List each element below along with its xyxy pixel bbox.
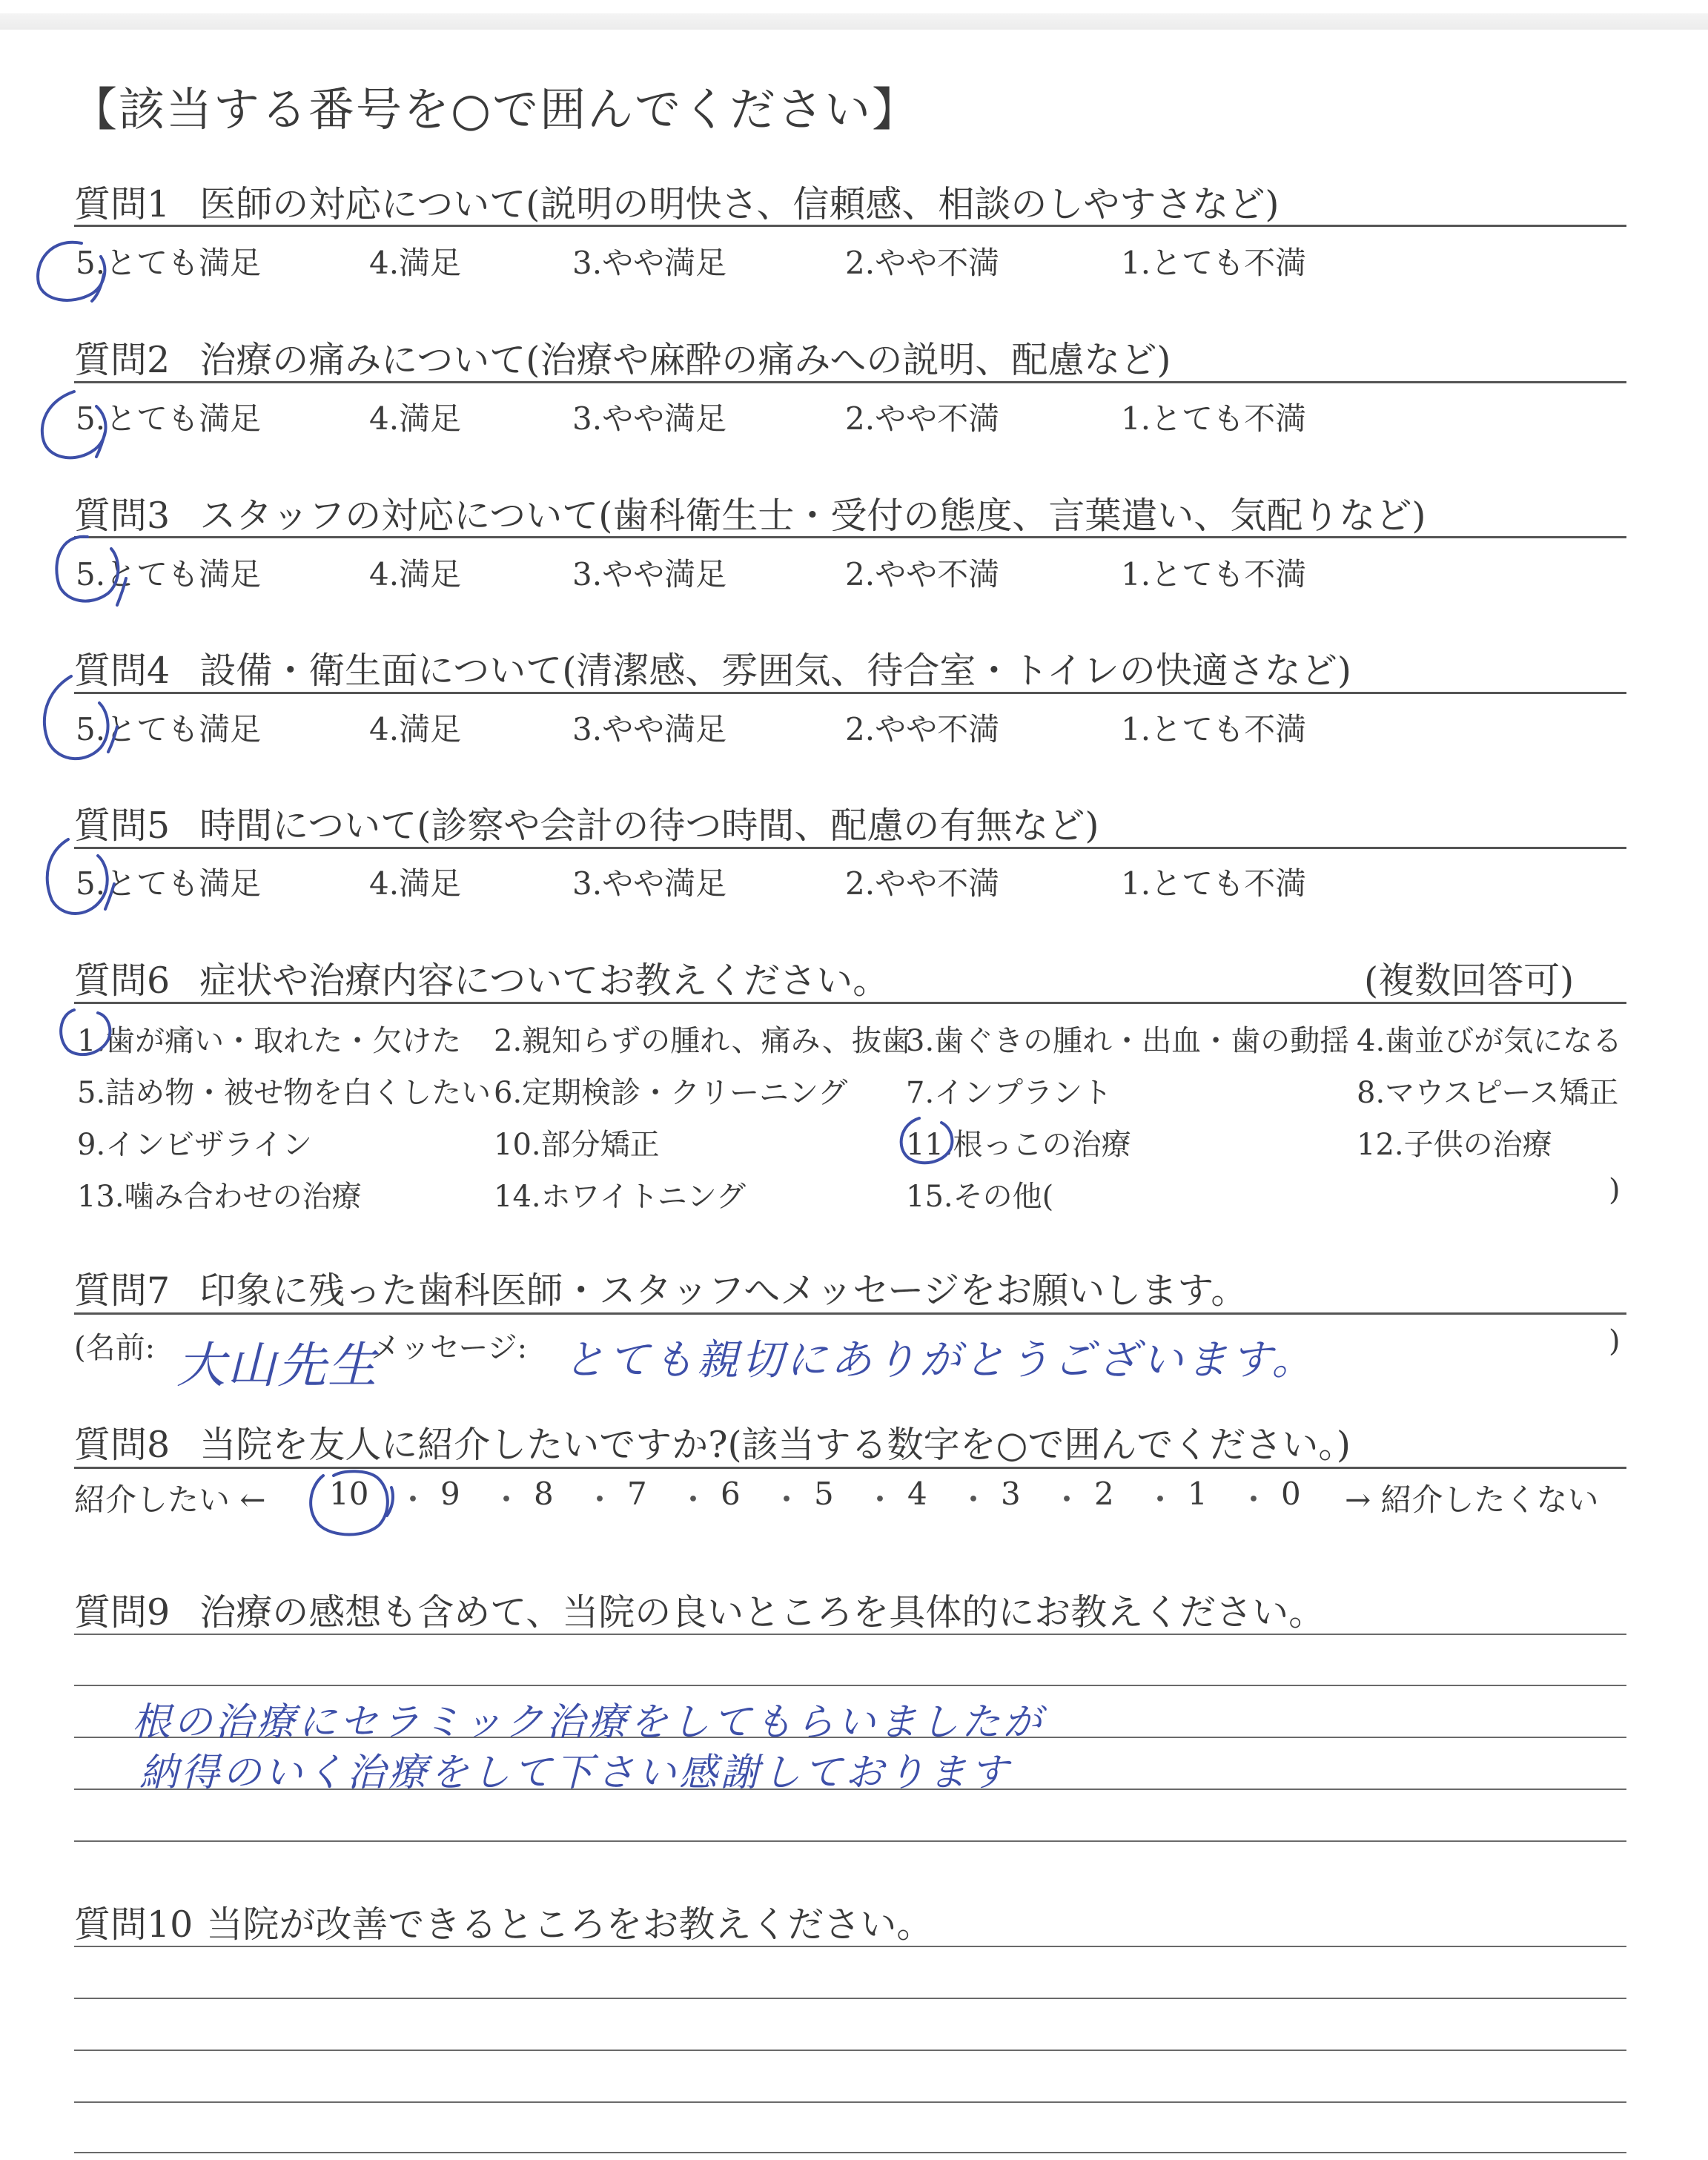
scale-separator: ・ (1238, 1482, 1270, 1518)
q3-option-1[interactable]: 1.とても不満 (1121, 556, 1307, 592)
q2-option-4[interactable]: 4.満足 (369, 400, 462, 437)
scale-10[interactable]: 10 (329, 1476, 369, 1512)
q1-option-4[interactable]: 4.満足 (369, 245, 462, 281)
question-5-title (74, 797, 1099, 849)
q6-other-close-paren: ) (1609, 1173, 1621, 1207)
handwritten-answer-line-1[interactable]: 根の治療にセラミック治療をしてもらいましたが (132, 1700, 1045, 1745)
q6-option-6[interactable]: 6.定期検診・クリーニング (494, 1076, 848, 1110)
scale-separator: ・ (397, 1482, 429, 1518)
question-4-text: 設備・衛生面について(清潔感、雰囲気、待合室・トイレの快適さなど) (199, 650, 1351, 692)
multiple-answers-note: (複数回答可) (1364, 960, 1575, 1002)
q4-option-1[interactable]: 1.とても不満 (1121, 711, 1307, 747)
question-6-number: 質問6 (74, 960, 171, 1002)
q6-option-14[interactable]: 14.ホワイトニング (494, 1180, 747, 1214)
q4-option-3[interactable]: 3.やや満足 (572, 711, 727, 747)
q1-option-1[interactable]: 1.とても不満 (1121, 245, 1307, 281)
q3-option-4[interactable]: 4.満足 (369, 556, 462, 592)
handwritten-message[interactable]: とても親切にありがとうございます。 (563, 1336, 1317, 1384)
question-7-number: 質問7 (74, 1269, 171, 1312)
answer-line (74, 2152, 1626, 2153)
question-6-rule (74, 1002, 1626, 1004)
answer-line (74, 2101, 1626, 2103)
q2-option-3[interactable]: 3.やや満足 (572, 400, 727, 437)
question-5-number: 質問5 (74, 805, 171, 847)
scale-1[interactable]: 1 (1188, 1476, 1208, 1512)
scale-separator: ・ (1145, 1482, 1176, 1518)
q6-option-10[interactable]: 10.部分矯正 (494, 1128, 660, 1162)
message-close-paren: ) (1609, 1324, 1621, 1358)
question-1-text: 医師の対応について(説明の明快さ、信頼感、相談のしやすさなど) (199, 183, 1280, 225)
q6-option-5[interactable]: 5.詰め物・被せ物を白くしたい (77, 1076, 491, 1110)
q3-option-2[interactable]: 2.やや不満 (845, 556, 1000, 592)
q6-option-9[interactable]: 9.インビザライン (77, 1128, 312, 1162)
q3-option-5[interactable]: 5.とても満足 (76, 556, 262, 592)
question-10-title (74, 1896, 933, 1948)
question-6-text: 症状や治療内容についてお教えください。 (199, 960, 890, 1002)
q1-option-5[interactable]: 5.とても満足 (76, 245, 262, 281)
q6-option-11[interactable]: 11.根っこの治療 (906, 1128, 1131, 1162)
question-2-rule (74, 381, 1626, 383)
q3-option-3[interactable]: 3.やや満足 (572, 556, 727, 592)
name-label: (名前: (74, 1331, 156, 1365)
q6-option-1[interactable]: 1.歯が痛い・取れた・欠けた (77, 1024, 462, 1058)
answer-line (74, 2050, 1626, 2051)
recommend-left-label: 紹介したい ← (74, 1482, 266, 1518)
question-4-number: 質問4 (74, 650, 171, 692)
question-1-title (74, 176, 1279, 228)
question-2-title (74, 331, 1171, 383)
q5-option-2[interactable]: 2.やや不満 (845, 865, 1000, 902)
q6-option-4[interactable]: 4.歯並びが気になる (1357, 1024, 1623, 1058)
q2-option-1[interactable]: 1.とても不満 (1121, 400, 1307, 437)
question-3-title (74, 487, 1426, 539)
question-1-rule (74, 225, 1626, 227)
question-9-text: 治療の感想も含めて、当院の良いところを具体的にお教えください。 (199, 1591, 1325, 1634)
scale-5[interactable]: 5 (814, 1476, 834, 1512)
question-5-rule (74, 847, 1626, 849)
question-8-number: 質問8 (74, 1424, 171, 1466)
q2-option-5[interactable]: 5.とても満足 (76, 400, 262, 437)
instruction-heading: 【該当する番号を○で囲んでください】 (71, 82, 920, 136)
scale-separator: ・ (958, 1482, 990, 1518)
q5-option-1[interactable]: 1.とても不満 (1121, 865, 1307, 902)
question-3-number: 質問3 (74, 495, 171, 537)
scale-separator: ・ (864, 1482, 896, 1518)
scale-2[interactable]: 2 (1094, 1476, 1114, 1512)
scale-separator: ・ (771, 1482, 803, 1518)
question-3-text: スタッフの対応について(歯科衛生士・受付の態度、言葉遣い、気配りなど) (199, 495, 1426, 537)
scale-4[interactable]: 4 (907, 1476, 927, 1512)
question-10-number: 質問10 (74, 1903, 193, 1946)
q6-option-8[interactable]: 8.マウスピース矯正 (1357, 1076, 1619, 1110)
scale-separator: ・ (584, 1482, 616, 1518)
q2-option-2[interactable]: 2.やや不満 (845, 400, 1000, 437)
scale-9[interactable]: 9 (440, 1476, 460, 1512)
answer-line (74, 1685, 1626, 1686)
handwritten-name[interactable]: 大山先生 (176, 1337, 378, 1394)
question-9-title (74, 1584, 1325, 1636)
scale-separator: ・ (678, 1482, 709, 1518)
q6-option-15[interactable]: 15.その他( (906, 1180, 1054, 1214)
question-10-text: 当院が改善できるところをお教えください。 (206, 1903, 933, 1946)
q1-option-2[interactable]: 2.やや不満 (845, 245, 1000, 281)
recommend-right-label: → 紹介したくない (1345, 1482, 1599, 1518)
question-3-rule (74, 536, 1626, 538)
question-9-number: 質問9 (74, 1591, 171, 1634)
question-4-rule (74, 692, 1626, 694)
q6-option-7[interactable]: 7.インプラント (906, 1076, 1113, 1110)
answer-line (74, 1998, 1626, 1999)
question-2-text: 治療の痛みについて(治療や麻酔の痛みへの説明、配慮など) (199, 339, 1171, 381)
q6-option-3[interactable]: 3.歯ぐきの腫れ・出血・歯の動揺 (906, 1024, 1350, 1058)
question-8-rule (74, 1467, 1626, 1469)
question-5-text: 時間について(診察や会計の待つ時間、配慮の有無など) (199, 805, 1099, 847)
answer-line (74, 1634, 1626, 1635)
q4-option-5[interactable]: 5.とても満足 (76, 711, 262, 747)
question-7-rule (74, 1312, 1626, 1315)
q4-option-4[interactable]: 4.満足 (369, 711, 462, 747)
question-6-title (74, 952, 889, 1004)
question-8-title (74, 1416, 1351, 1468)
q6-option-2[interactable]: 2.親知らずの腫れ、痛み、抜歯 (494, 1024, 911, 1058)
scale-separator: ・ (1051, 1482, 1083, 1518)
question-4-title (74, 642, 1351, 694)
message-label: メッセージ: (371, 1331, 528, 1365)
q6-option-13[interactable]: 13.噛み合わせの治療 (77, 1180, 362, 1214)
question-1-number: 質問1 (74, 183, 171, 225)
scale-7[interactable]: 7 (627, 1476, 647, 1512)
handwritten-answer-line-2[interactable]: 納得のいく治療をして下さい感謝しております (139, 1751, 1012, 1795)
q6-option-12[interactable]: 12.子供の治療 (1357, 1128, 1552, 1162)
scale-3[interactable]: 3 (1001, 1476, 1021, 1512)
q1-option-3[interactable]: 3.やや満足 (572, 245, 727, 281)
scale-0[interactable]: 0 (1281, 1476, 1301, 1512)
q5-option-3[interactable]: 3.やや満足 (572, 865, 727, 902)
q5-option-5[interactable]: 5.とても満足 (76, 865, 262, 902)
scale-6[interactable]: 6 (721, 1476, 741, 1512)
scale-separator: ・ (491, 1482, 523, 1518)
q5-option-4[interactable]: 4.満足 (369, 865, 462, 902)
question-8-text: 当院を友人に紹介したいですか?(該当する数字を○で囲んでください。) (199, 1424, 1351, 1466)
scale-8[interactable]: 8 (534, 1476, 554, 1512)
answer-line (74, 1840, 1626, 1842)
question-7-text: 印象に残った歯科医師・スタッフへメッセージをお願いします。 (199, 1269, 1248, 1312)
question-7-title (74, 1262, 1247, 1314)
answer-line (74, 1946, 1626, 1947)
q4-option-2[interactable]: 2.やや不満 (845, 711, 1000, 747)
question-2-number: 質問2 (74, 339, 171, 381)
